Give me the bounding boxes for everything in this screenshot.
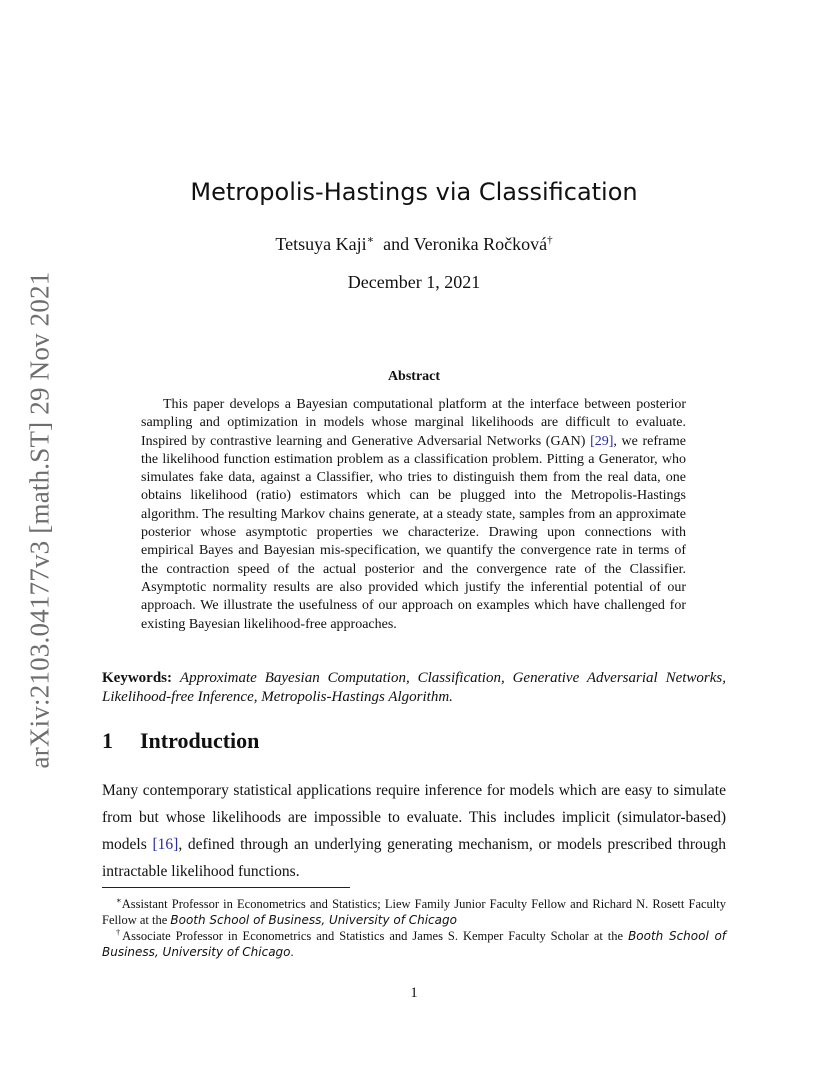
section-title: Introduction <box>140 728 260 753</box>
footnote-emphasis: Booth School of Business, University of Chicago <box>170 913 457 928</box>
intro-text: Many contemporary statistical applications require inference for models which are easy to simulate from but whose likelihoods are impossible to evaluate. This includes implicit (simulator-based) models <box>102 782 726 853</box>
intro-paragraph <box>102 777 726 885</box>
intro-text: , defined through an underlying generating mechanism, or models prescribed through intractable likelihood functions. <box>102 836 727 880</box>
citation-link[interactable]: [29] <box>590 433 614 449</box>
footnote <box>102 892 726 928</box>
keywords <box>102 669 726 707</box>
section-heading <box>102 728 259 754</box>
page-number: 1 <box>410 985 418 1001</box>
footnote-text: Associate Professor in Econometrics and Statistics and James S. Kemper Faculty Scholar at the <box>122 929 629 944</box>
abstract-heading: Abstract <box>387 369 441 384</box>
arxiv-stamp: arXiv:2103.04177v3 [math.ST] 29 Nov 2021 <box>24 271 55 769</box>
footnote-emphasis: Booth School of Business, University of Chicago <box>102 929 727 960</box>
paper-title: Metropolis-Hastings via Classification <box>190 178 638 206</box>
abstract-text: This paper develops a Bayesian computational platform at the interface between posterior sampling and optimization in models whose marginal likelihoods are difficult to evaluate. Inspired by contrastive learning and Generative Adversarial Networks (GAN) <box>141 397 686 449</box>
footnote-mark[interactable]: ∗ <box>366 234 375 246</box>
abstract-body <box>141 396 686 634</box>
footnote-mark: ∗ <box>116 895 122 905</box>
footnote-tail: . <box>290 945 294 960</box>
footnote-text: Assistant Professor in Econometrics and Statistics; Liew Family Junior Faculty Fellow and Richard N. Rosett Faculty Fellow at the <box>102 897 726 928</box>
keywords-label: Keywords: <box>102 670 172 686</box>
citation-link[interactable]: [16] <box>152 836 179 853</box>
author-conjunction: and <box>383 234 410 254</box>
author-name: Tetsuya Kaji <box>275 234 367 254</box>
author-name: Veronika Ročková <box>413 234 548 254</box>
footnote-mark[interactable]: † <box>547 234 553 246</box>
keywords-text: Approximate Bayesian Computation, Classification, Generative Adversarial Networks, Likelihood-free Inference, Metropolis-Hastings Algorithm. <box>102 670 727 705</box>
section-number: 1 <box>102 728 113 753</box>
paper-date: December 1, 2021 <box>347 272 481 292</box>
author-line <box>0 233 828 255</box>
footnote-rule <box>102 887 350 888</box>
abstract-text: , we reframe the likelihood function estimation problem as a classification problem. Pitting a Generator, who simulates fake data, against a Classifier, who tries to distinguish them from the real data, one obtains likelihood (ratio) estimators which can be plugged into the Metropolis-Hastings algorithm. The resulting Markov chains generate, at a steady state, samples from an approximate posterior whose asymptotic properties we characterize. Drawing upon connections with empirical Bayes and Bayesian mis-specification, we quantify the convergence rate in terms of the contraction speed of the actual posterior and the convergence rate of the Classifier. Asymptotic normality results are also provided which justify the inferential potential of our approach. We illustrate the usefulness of our approach on examples which have challenged for existing Bayesian likelihood-free approaches. <box>141 433 686 632</box>
footnote <box>102 924 726 960</box>
footnote-mark: † <box>116 927 123 937</box>
